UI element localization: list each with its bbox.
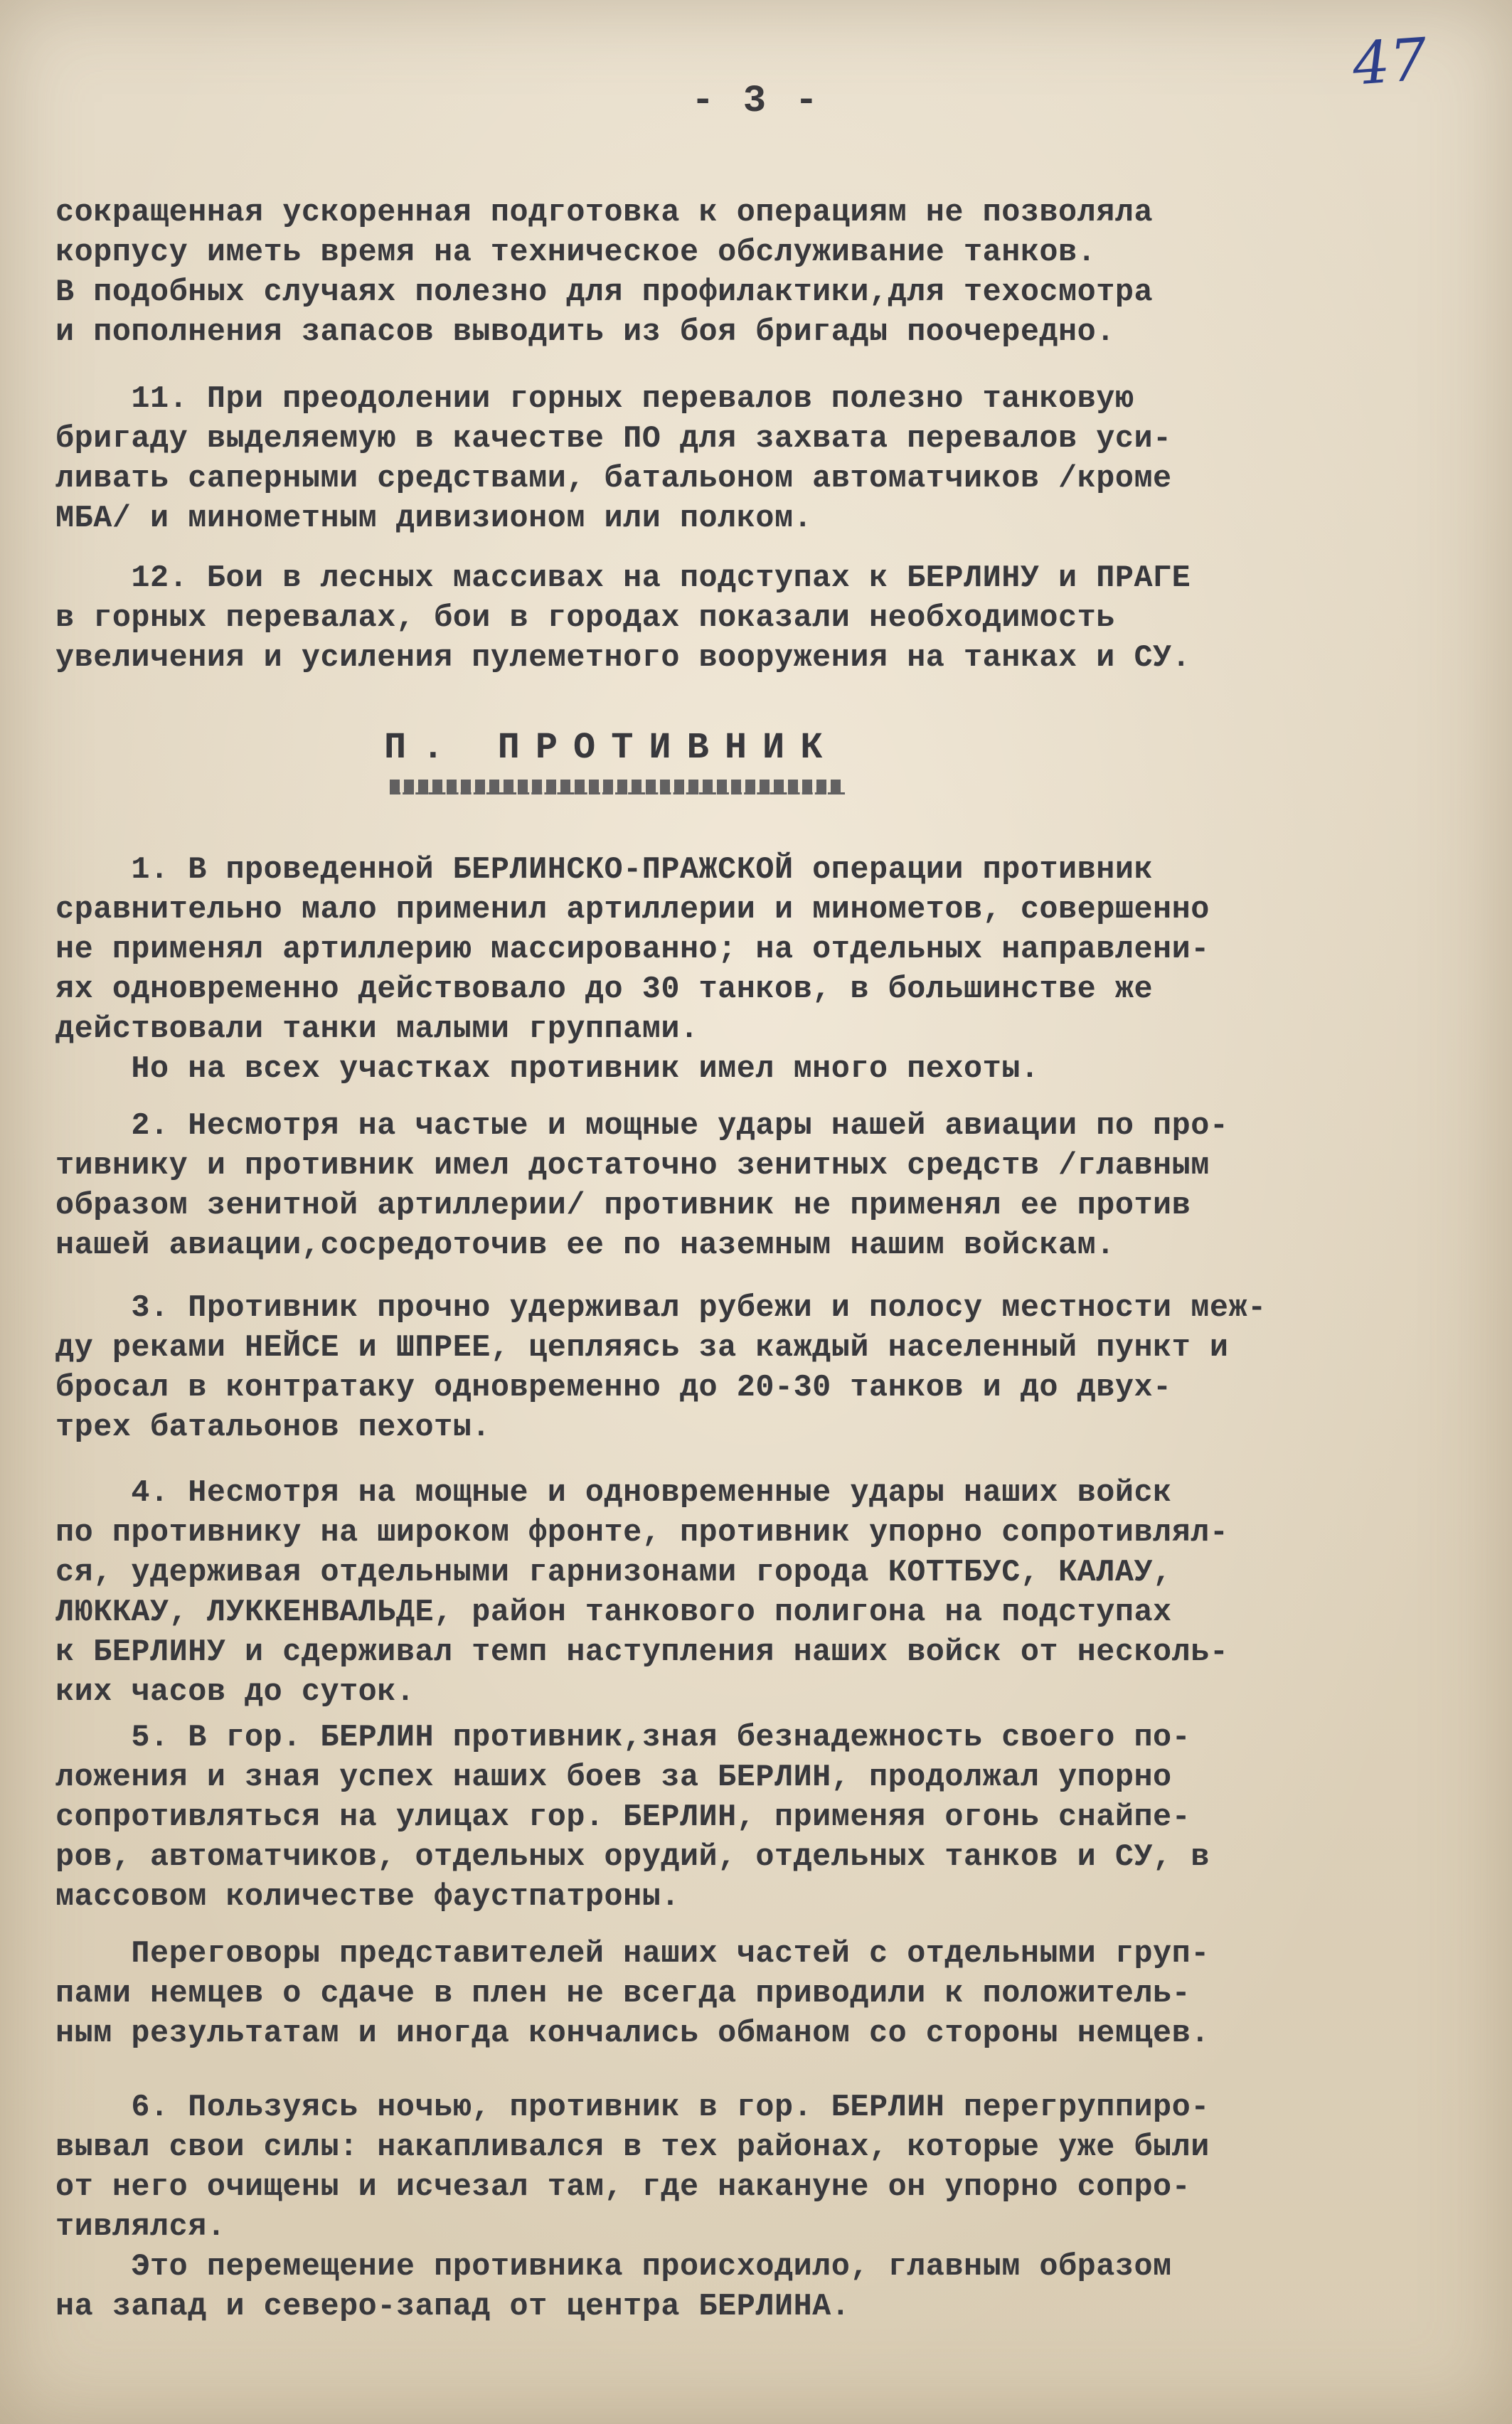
text-line: 11. При преодолении горных перевалов полезно танковую (55, 382, 1134, 417)
text-line: и пополнения запасов выводить из боя бригады поочередно. (55, 315, 1115, 350)
text-line: тивлялся. (55, 2210, 226, 2245)
section-paragraph-1 (55, 851, 1442, 1090)
text-line: ЛЮККАУ, ЛУККЕНВАЛЬДЕ, район танкового полигона на подступах (55, 1595, 1172, 1630)
text-line: к БЕРЛИНУ и сдерживал темп наступления наших войск от несколь- (55, 1635, 1229, 1670)
section-title-underline (390, 780, 845, 794)
text-line: сравнительно мало применил артиллерии и минометов, совершенно (55, 893, 1210, 927)
text-line: 2. Несмотря на частые и мощные удары нашей авиации по про- (55, 1109, 1229, 1144)
text-line: по противнику на широком фронте, противник упорно сопротивлял- (55, 1516, 1229, 1551)
text-line: ду реками НЕЙСЕ и ШПРЕЕ, цепляясь за каждый населенный пункт и (55, 1331, 1229, 1366)
text-line: ров, автоматчиков, отдельных орудий, отдельных танков и СУ, в (55, 1840, 1210, 1875)
text-line: ливать саперными средствами, батальоном автоматчиков /кроме (55, 462, 1172, 496)
text-line: не применял артиллерию массированно; на отдельных направлени- (55, 932, 1210, 967)
text-line: 6. Пользуясь ночью, противник в гор. БЕРЛИН перегруппиро- (55, 2090, 1210, 2125)
text-line: 3. Противник прочно удерживал рубежи и полосу местности меж- (55, 1291, 1267, 1326)
page-number: - 3 - (691, 80, 821, 123)
text-line: нашей авиации,сосредоточив ее по наземным нашим войскам. (55, 1228, 1115, 1263)
text-line: увеличения и усиления пулеметного вооружения на танках и СУ. (55, 641, 1191, 676)
text-line: корпусу иметь время на техническое обслуживание танков. (55, 235, 1097, 270)
folio-number: 47 (1350, 26, 1430, 99)
section-paragraph-4 (55, 1474, 1442, 1713)
text-line: массовом количестве фаустпатроны. (55, 1880, 680, 1915)
section-title: П. ПРОТИВНИК (384, 727, 838, 769)
text-line: 4. Несмотря на мощные и одновременные удары наших войск (55, 1476, 1172, 1511)
text-line: в горных перевалах, бои в городах показали необходимость (55, 601, 1115, 636)
text-line: ложения и зная успех наших боев за БЕРЛИН, продолжал упорно (55, 1760, 1172, 1795)
text-line: 1. В проведенной БЕРЛИНСКО-ПРАЖСКОЙ операции противник (55, 853, 1154, 888)
text-line: ным результатам и иногда кончались обманом со стороны немцев. (55, 2016, 1210, 2051)
text-line: пами немцев о сдаче в плен не всегда приводили к положитель- (55, 1977, 1191, 2011)
text-line: образом зенитной артиллерии/ противник не применял ее против (55, 1189, 1191, 1223)
text-line: 12. Бои в лесных массивах на подступах к БЕРЛИНУ и ПРАГЕ (55, 561, 1191, 596)
text-line: В подобных случаях полезно для профилактики,для техосмотра (55, 275, 1154, 310)
text-line: сопротивляться на улицах гор. БЕРЛИН, применяя огонь снайпе- (55, 1800, 1191, 1835)
continuation-paragraph (55, 193, 1442, 353)
text-line: тивнику и противник имел достаточно зенитных средств /главным (55, 1149, 1210, 1184)
text-line: сокращенная ускоренная подготовка к операциям не позволяла (55, 196, 1154, 230)
text-line: ях одновременно действовало до 30 танков, в большинстве же (55, 972, 1154, 1007)
text-line: Но на всех участках противник имел много пехоты. (55, 1052, 1040, 1087)
paragraph-12 (55, 559, 1442, 679)
text-line: ких часов до суток. (55, 1675, 415, 1710)
text-line: трех батальонов пехоты. (55, 1410, 491, 1445)
text-line: МБА/ и минометным дивизионом или полком. (55, 501, 813, 536)
text-line: от него очищены и исчезал там, где накануне он упорно сопро- (55, 2170, 1191, 2205)
text-line: 5. В гор. БЕРЛИН противник,зная безнадежность своего по- (55, 1721, 1191, 1755)
text-line: действовали танки малыми группами. (55, 1012, 699, 1047)
text-line: вывал свои силы: накапливался в тех районах, которые уже были (55, 2130, 1210, 2165)
text-line: бросал в контратаку одновременно до 20-30 танков и до двух- (55, 1371, 1172, 1405)
section-paragraph-3 (55, 1289, 1442, 1448)
text-line: на запад и северо-запад от центра БЕРЛИНА. (55, 2290, 851, 2324)
text-line: Переговоры представителей наших частей с отдельными груп- (55, 1937, 1210, 1972)
text-line: Это перемещение противника происходило, главным образом (55, 2250, 1172, 2285)
text-line: бригаду выделяемую в качестве ПО для захвата перевалов уси- (55, 422, 1172, 457)
paragraph-11 (55, 380, 1442, 539)
section-paragraph-6 (55, 2088, 1442, 2327)
section-paragraph-5 (55, 1718, 1442, 2054)
section-paragraph-2 (55, 1107, 1442, 1266)
text-line: ся, удерживая отдельными гарнизонами города КОТТБУС, КАЛАУ, (55, 1556, 1172, 1590)
